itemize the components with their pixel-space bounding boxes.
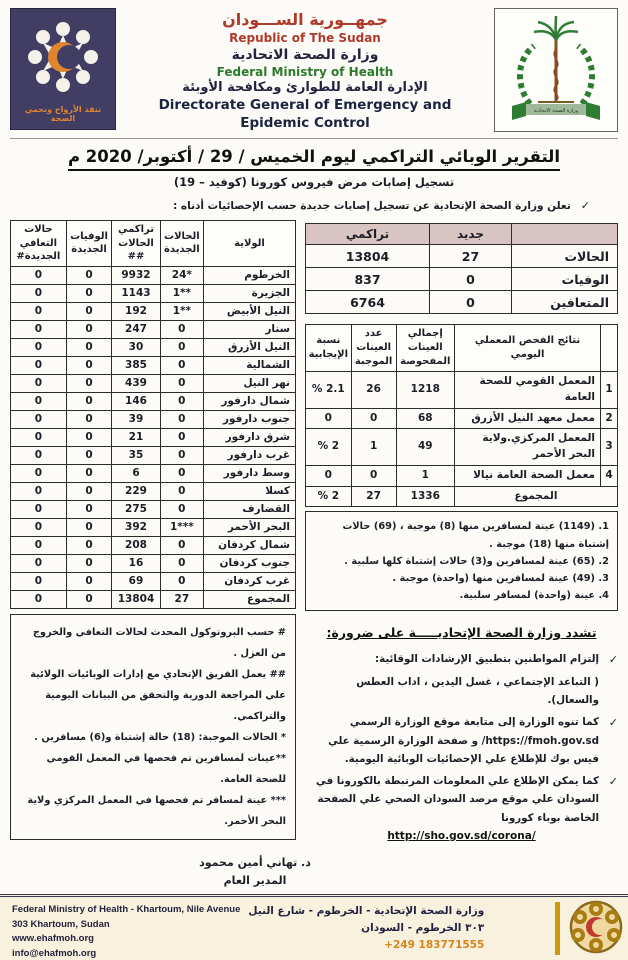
lab-total-positive: 27 — [351, 486, 396, 507]
country-name-arabic: جمهــورية الســـودان — [222, 10, 388, 29]
summary-new-cell: 0 — [430, 291, 512, 314]
directorate-name-arabic: الإدارة العامة للطوارئ ومكافحة الأوبئة — [182, 80, 428, 96]
lab-table-row — [306, 429, 618, 466]
states-table-row — [11, 392, 296, 410]
lab-name-cell: المعمل المركزي.ولاية البحر الأحمر — [455, 429, 601, 466]
states-table-row — [11, 518, 296, 536]
title-block — [0, 147, 628, 189]
lab-positive-cell: 1 — [351, 429, 396, 466]
lab-header-samples: إجمالي العينات المفحوصة — [396, 325, 454, 372]
palm-wreath-caduceus-icon — [504, 12, 608, 128]
signature-title: المدير العام — [223, 874, 287, 888]
advisory-section — [305, 625, 618, 842]
state-name-cell: النيل الأزرق — [204, 338, 296, 356]
state-name-cell: القضارف — [204, 500, 296, 518]
states-table-row — [11, 338, 296, 356]
summary-cumulative-cell: 13804 — [306, 245, 430, 268]
new-cases-cell: 0 — [160, 338, 203, 356]
new-deaths-cell: 0 — [66, 428, 112, 446]
states-table-row — [11, 428, 296, 446]
new-recoveries-cell: 0 — [11, 554, 67, 572]
new-deaths-cell: 0 — [66, 374, 112, 392]
states-table-row — [11, 374, 296, 392]
lab-results-table — [305, 324, 618, 507]
new-recoveries-cell: 0 — [11, 266, 67, 284]
advisory-bullet-text: ( التباعد الإجتماعي ، غسل اليدين ، اداب العطس والسعال). — [356, 675, 599, 707]
lab-num-cell: 4 — [601, 465, 618, 486]
emblem-ribbon-text: وزارة الصحة الاتحادية — [533, 108, 579, 114]
new-deaths-cell: 0 — [66, 446, 112, 464]
states-header-new-recoveries: حالات التعافي الجديدة# — [11, 221, 67, 267]
state-name-cell: شمال دارفور — [204, 392, 296, 410]
states-table-row — [11, 446, 296, 464]
summary-table-row — [306, 268, 618, 291]
summary-table — [305, 223, 618, 314]
state-name-cell: الجزيرة — [204, 284, 296, 302]
ministry-emblem — [494, 8, 618, 132]
left-logo-caption: ننقذ الأرواح ونحمي الصحة — [24, 105, 102, 123]
cumulative-cases-cell: 146 — [112, 392, 160, 410]
lab-table-row — [306, 372, 618, 409]
advisory-title: تشدد وزارة الصحة الإتحاديـــــة على ضرورة: — [326, 625, 597, 641]
new-cases-cell: 0 — [160, 572, 203, 590]
new-deaths-cell: 0 — [66, 482, 112, 500]
report-subtitle: تسجيل إصابات مرض فيروس كورونا (كوفيد – 19) — [173, 175, 455, 190]
summary-new-cell: 27 — [430, 245, 512, 268]
cumulative-cases-cell: 39 — [112, 410, 160, 428]
advisory-bullet — [305, 673, 618, 710]
checkmark-icon: ✓ — [608, 715, 618, 729]
lab-positive-cell: 26 — [351, 372, 396, 409]
state-name-cell: شمال كردفان — [204, 536, 296, 554]
checkmark-icon: ✓ — [580, 199, 590, 213]
lab-name-cell: المعمل القومي للصحة العامة — [455, 372, 601, 409]
states-table-row — [11, 464, 296, 482]
state-name-cell: النيل الأبيض — [204, 302, 296, 320]
cumulative-cases-cell: 275 — [112, 500, 160, 518]
advisory-bullet — [305, 713, 618, 769]
footnote-line: # حسب البروتوكول المحدث لحالات التعافي والخروج من العزل . — [32, 626, 286, 659]
new-cases-cell: 0 — [160, 446, 203, 464]
signature-block — [150, 856, 360, 887]
cumulative-cases-cell: 192 — [112, 302, 160, 320]
lab-total-rate: % 2 — [306, 486, 352, 507]
lab-table-total-row — [306, 486, 618, 507]
new-cases-cell: 0 — [160, 374, 203, 392]
advisory-bullet-text: كما تنوه الوزارة إلى متابعة موقع الوزارة الرسمي https://fmoh.gov.sd/ و صفحة الوزارة الرسمية علي فيس بوك للإطلاع علي الإحصائيات الوبائية اليومية. — [328, 715, 599, 766]
states-header-cumulative: تراكمي الحالات ## — [112, 221, 160, 267]
directorate-name-english: Directorate General of Emergency and Epidemic Control — [158, 97, 452, 131]
state-name-cell: المجموع — [204, 590, 296, 608]
new-recoveries-cell: 0 — [11, 518, 67, 536]
new-recoveries-cell: 0 — [11, 536, 67, 554]
advisory-bullet-text: إلتزام المواطنين بتطبيق الإرشادات الوقائية: — [374, 653, 599, 666]
crescent-people-icon — [25, 17, 101, 101]
lab-total-label: المجموع — [455, 486, 618, 507]
lab-rate-cell: % 2 — [306, 429, 352, 466]
lab-name-cell: معمل معهد النيل الأزرق — [455, 408, 601, 429]
state-name-cell: كسلا — [204, 482, 296, 500]
states-table-row — [11, 266, 296, 284]
cumulative-cases-cell: 30 — [112, 338, 160, 356]
lab-name-cell: معمل الصحة العامة نيالا — [455, 465, 601, 486]
new-recoveries-cell: 0 — [11, 464, 67, 482]
new-deaths-cell: 0 — [66, 302, 112, 320]
state-name-cell: غرب دارفور — [204, 446, 296, 464]
footer-email[interactable]: info@ehafmoh.org — [12, 948, 97, 960]
new-recoveries-cell: 0 — [11, 410, 67, 428]
summary-cumulative-cell: 6764 — [306, 291, 430, 314]
state-name-cell: جنوب كردفان — [204, 554, 296, 572]
new-cases-cell: 0 — [160, 392, 203, 410]
lab-samples-cell: 1218 — [396, 372, 454, 409]
state-name-cell: نهر النيل — [204, 374, 296, 392]
lab-num-cell: 3 — [601, 429, 618, 466]
new-recoveries-cell: 0 — [11, 320, 67, 338]
checkmark-icon: ✓ — [608, 774, 618, 788]
cumulative-cases-cell: 247 — [112, 320, 160, 338]
lab-note-line: 4. عينة (واحدة) لمسافر سلبية. — [459, 589, 609, 601]
ministry-name-arabic: وزارة الصحة الاتحادية — [231, 47, 379, 64]
new-recoveries-cell: 0 — [11, 338, 67, 356]
new-recoveries-cell: 0 — [11, 374, 67, 392]
lab-rate-cell: % 2.1 — [306, 372, 352, 409]
cumulative-cases-cell: 9932 — [112, 266, 160, 284]
state-name-cell: سنار — [204, 320, 296, 338]
new-cases-cell: 0 — [160, 356, 203, 374]
new-deaths-cell: 0 — [66, 338, 112, 356]
new-recoveries-cell: 0 — [11, 356, 67, 374]
lab-num-cell: 2 — [601, 408, 618, 429]
states-header-new-deaths: الوفيات الجديدة — [66, 221, 112, 267]
summary-label-cell: الحالات — [511, 245, 617, 268]
new-cases-cell: 0 — [160, 554, 203, 572]
new-cases-cell: 0 — [160, 428, 203, 446]
states-table-header-row — [11, 221, 296, 267]
country-name-english: Republic of The Sudan — [229, 30, 381, 45]
summary-label-cell: المتعافين — [511, 291, 617, 314]
new-deaths-cell: 0 — [66, 266, 112, 284]
document-footer — [0, 894, 628, 960]
new-deaths-cell: 0 — [66, 536, 112, 554]
states-table-row — [11, 482, 296, 500]
states-table-row — [11, 302, 296, 320]
new-deaths-cell: 0 — [66, 572, 112, 590]
states-header-state: الولاية — [204, 221, 296, 267]
header-titles — [116, 8, 494, 132]
states-table-row — [11, 590, 296, 608]
summary-table-row — [306, 291, 618, 314]
intro-line — [0, 199, 590, 212]
lab-table-header-row — [306, 325, 618, 372]
footnote-line: * الحالات الموجبة: (18) حالة إشتباة و(6) مسافرين . — [34, 731, 286, 743]
gold-crescent-medallion-icon — [569, 900, 623, 958]
states-table-row — [11, 500, 296, 518]
cumulative-cases-cell: 385 — [112, 356, 160, 374]
new-cases-cell: 0 — [160, 500, 203, 518]
lab-header-num — [601, 325, 618, 372]
lab-table-row — [306, 408, 618, 429]
new-cases-cell: 24* — [160, 266, 203, 284]
states-table — [10, 220, 296, 609]
lab-total-samples: 1336 — [396, 486, 454, 507]
footnote-line: ## يعمل الفريق الإتحادي مع إدارات الوبائيات الولائية علي المراجعة الدورية والتحقق من البيانات اليومية والتراكمي. — [30, 668, 286, 722]
new-cases-cell: 0 — [160, 410, 203, 428]
observatory-link[interactable]: http://sho.gov.sd/corona/ — [387, 830, 536, 843]
states-table-row — [11, 356, 296, 374]
advisory-bullet — [305, 772, 618, 828]
new-recoveries-cell: 0 — [11, 302, 67, 320]
states-footnotes-box — [10, 614, 296, 841]
lab-note-line: 1. (1149) عينة لمسافرين منها (8) موجبة ، (69) حالات إشتباة منها (18) موجبة . — [342, 521, 609, 550]
state-name-cell: الخرطوم — [204, 266, 296, 284]
state-name-cell: الشمالية — [204, 356, 296, 374]
cumulative-cases-cell: 439 — [112, 374, 160, 392]
new-deaths-cell: 0 — [66, 410, 112, 428]
lab-header-positive: عدد العينات الموجبة — [351, 325, 396, 372]
states-table-row — [11, 554, 296, 572]
summary-label-cell: الوفيات — [511, 268, 617, 291]
states-table-row — [11, 572, 296, 590]
cumulative-cases-cell: 16 — [112, 554, 160, 572]
new-deaths-cell: 0 — [66, 356, 112, 374]
lab-samples-cell: 49 — [396, 429, 454, 466]
cumulative-cases-cell: 208 — [112, 536, 160, 554]
states-table-row — [11, 284, 296, 302]
cumulative-cases-cell: 392 — [112, 518, 160, 536]
new-deaths-cell: 0 — [66, 320, 112, 338]
states-header-new-cases: الحالات الجديدة — [160, 221, 203, 267]
lab-rate-cell: 0 — [306, 465, 352, 486]
state-name-cell: شرق دارفور — [204, 428, 296, 446]
state-name-cell: جنوب دارفور — [204, 410, 296, 428]
summary-header-row — [306, 224, 618, 245]
new-cases-cell: 1** — [160, 284, 203, 302]
footer-arabic-block — [244, 897, 492, 960]
new-cases-cell: 27 — [160, 590, 203, 608]
lab-positive-cell: 0 — [351, 465, 396, 486]
summary-header-blank — [511, 224, 617, 245]
ministry-name-english: Federal Ministry of Health — [216, 64, 394, 79]
lab-table-row — [306, 465, 618, 486]
checkmark-icon — [606, 673, 618, 710]
new-recoveries-cell: 0 — [11, 428, 67, 446]
cumulative-cases-cell: 69 — [112, 572, 160, 590]
state-name-cell: وسط دارفور — [204, 464, 296, 482]
new-recoveries-cell: 0 — [11, 284, 67, 302]
new-cases-cell: 0 — [160, 320, 203, 338]
lab-header-rate: نسبة الإيجابية — [306, 325, 352, 372]
new-deaths-cell: 0 — [66, 500, 112, 518]
header-divider — [10, 138, 618, 139]
summary-header-new: جديد — [430, 224, 512, 245]
cumulative-cases-cell: 13804 — [112, 590, 160, 608]
new-recoveries-cell: 0 — [11, 590, 67, 608]
lab-notes-box — [305, 511, 618, 611]
states-table-row — [11, 320, 296, 338]
new-deaths-cell: 0 — [66, 392, 112, 410]
new-cases-cell: 1*** — [160, 518, 203, 536]
summary-cumulative-cell: 837 — [306, 268, 430, 291]
new-cases-cell: 1** — [160, 302, 203, 320]
summary-new-cell: 0 — [430, 268, 512, 291]
new-recoveries-cell: 0 — [11, 572, 67, 590]
emergency-directorate-logo — [10, 8, 116, 130]
main-content — [0, 216, 628, 842]
new-cases-cell: 0 — [160, 482, 203, 500]
advisory-bullet — [305, 650, 618, 670]
new-recoveries-cell: 0 — [11, 446, 67, 464]
new-deaths-cell: 0 — [66, 554, 112, 572]
lab-positive-cell: 0 — [351, 408, 396, 429]
new-cases-cell: 0 — [160, 464, 203, 482]
footer-phone: +249 183771555 — [384, 938, 485, 951]
footnote-line: *** عينة لمسافر تم فحصها في المعمل المركزي ولاية البحر الأحمر. — [27, 795, 286, 828]
footer-city-en: 303 Khartoum, Sudan — [12, 918, 110, 930]
footer-crescent-logo — [564, 897, 628, 960]
new-recoveries-cell: 0 — [11, 392, 67, 410]
summary-header-cumulative: تراكمي — [306, 224, 430, 245]
signature-name: د. تهاني أمين محمود — [199, 856, 311, 870]
intro-text: تعلن وزارة الصحة الإتحادية عن تسجيل إصابات جديدة حسب الإحصائيات أدناه : — [173, 200, 571, 213]
document-header — [0, 0, 628, 132]
cumulative-cases-cell: 6 — [112, 464, 160, 482]
summary-column — [305, 220, 618, 842]
new-deaths-cell: 0 — [66, 464, 112, 482]
footer-website[interactable]: www.ehafmoh.org — [12, 933, 94, 945]
new-cases-cell: 0 — [160, 536, 203, 554]
advisory-bullet-text: كما يمكن الإطلاع علي المعلومات المرتبطة بالكورونا في السودان علي موقع مرصد السودان الصحي علي الصفحة الخاصة بوباء كورونا — [316, 774, 599, 824]
cumulative-cases-cell: 35 — [112, 446, 160, 464]
footer-address-ar: وزارة الصحة الإتحادية - الخرطوم - شارع النيل — [248, 905, 485, 917]
new-recoveries-cell: 0 — [11, 482, 67, 500]
summary-table-row — [306, 245, 618, 268]
lab-note-line: 2. (65) عينة لمسافرين و(3) حالات إشتباة كلها سلبية . — [344, 555, 609, 567]
checkmark-icon: ✓ — [608, 653, 618, 667]
lab-samples-cell: 68 — [396, 408, 454, 429]
states-table-row — [11, 410, 296, 428]
report-title: التقرير الوبائي التراكمي ليوم الخميس / 29 / أكتوبر/ 2020 م — [68, 147, 560, 171]
cumulative-cases-cell: 21 — [112, 428, 160, 446]
footnote-line: **عينات لمسافرين تم فحصها في المعمل القومي للصحة العامة. — [46, 753, 286, 786]
new-recoveries-cell: 0 — [11, 500, 67, 518]
footer-city-ar: ٣٠٣ الخرطوم - السودان — [361, 921, 485, 934]
state-name-cell: البحر الأحمر — [204, 518, 296, 536]
lab-header-name: نتائج الفحص المعملي اليومي — [455, 325, 601, 372]
lab-num-cell: 1 — [601, 372, 618, 409]
cumulative-cases-cell: 1143 — [112, 284, 160, 302]
states-column — [10, 220, 296, 840]
new-deaths-cell: 0 — [66, 590, 112, 608]
footer-gold-divider — [555, 902, 560, 955]
state-name-cell: غرب كردفان — [204, 572, 296, 590]
lab-rate-cell: 0 — [306, 408, 352, 429]
footer-english-block — [0, 897, 244, 960]
new-deaths-cell: 0 — [66, 518, 112, 536]
states-table-row — [11, 536, 296, 554]
footer-address-en: Federal Ministry of Health - Khartoum, Nile Avenue — [12, 904, 241, 915]
cumulative-cases-cell: 229 — [112, 482, 160, 500]
lab-samples-cell: 1 — [396, 465, 454, 486]
new-deaths-cell: 0 — [66, 284, 112, 302]
lab-note-line: 3. (49) عينة لمسافرين منها (واحدة) موجبة . — [392, 572, 609, 584]
